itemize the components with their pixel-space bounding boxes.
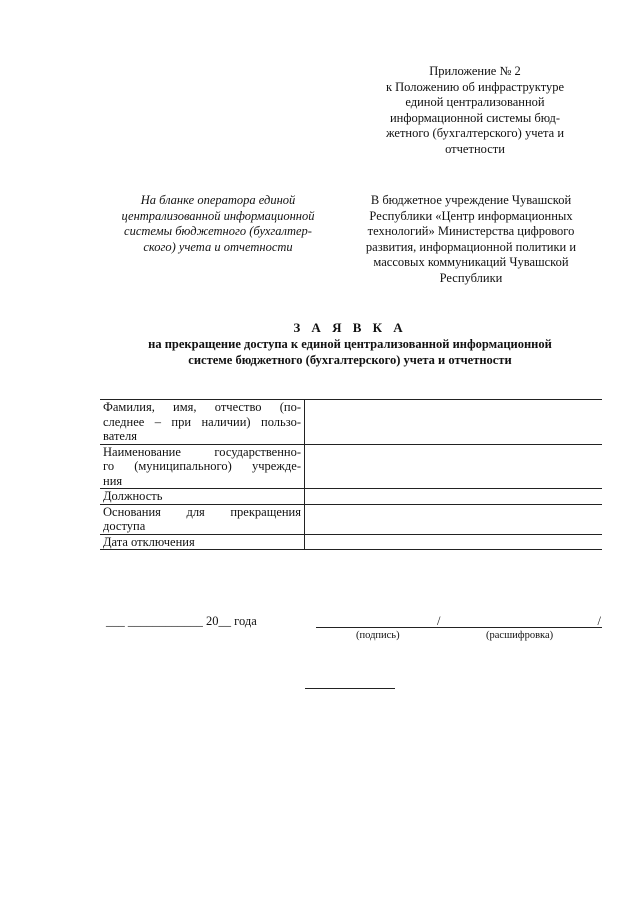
decoding-caption: (расшифровка): [486, 630, 554, 641]
field-value-position[interactable]: [305, 489, 603, 505]
appendix-line: информационной системы бюд-: [389, 110, 561, 125]
table-row: [100, 504, 602, 534]
recipient-line: Республики: [439, 270, 503, 285]
field-label-disconnect-date: Дата отключения: [100, 534, 305, 550]
document-heading: [100, 320, 600, 368]
signature-end-separator: /: [597, 614, 601, 628]
subtitle-line: системе бюджетного (бухгалтерского) учета и отчетности: [188, 353, 512, 367]
appendix-note: [355, 64, 595, 157]
table-row: [100, 444, 602, 489]
table-row: [100, 489, 602, 505]
field-value-institution[interactable]: [305, 444, 603, 489]
recipient-line: массовых коммуникаций Чувашской: [373, 255, 569, 269]
field-value-grounds[interactable]: [305, 504, 603, 534]
field-value-disconnect-date[interactable]: [305, 534, 603, 550]
appendix-line: к Положению об инфраструктуре: [385, 79, 565, 94]
end-divider: [305, 688, 395, 689]
field-label-institution: Наименование государственно- го (муниципального) учрежде- ния: [100, 444, 305, 489]
table-row: [100, 534, 602, 550]
appendix-line: единой централизованной: [405, 95, 545, 109]
document-subtitle: [100, 336, 600, 368]
recipient-line: технологий» Министерства цифрового: [367, 224, 575, 238]
appendix-line: отчетности: [445, 141, 505, 156]
signature-line[interactable]: [316, 614, 602, 630]
recipient-line: Республики «Центр информационных: [369, 208, 573, 223]
field-value-full-name[interactable]: [305, 400, 603, 445]
field-label-position: Должность: [100, 489, 305, 505]
signature-underline: [316, 627, 602, 628]
note-line: системы бюджетного (бухгалтер-: [124, 224, 312, 238]
subtitle-line: на прекращение доступа к единой централизованной информационной: [148, 337, 552, 351]
recipient-line: В бюджетное учреждение Чувашской: [370, 193, 572, 207]
request-form-table: [100, 399, 602, 550]
date-field[interactable]: ___ ____________ 20__ года: [106, 614, 257, 628]
letterhead-note: [104, 193, 332, 255]
field-label-full-name: Фамилия, имя, отчество (по- следнее – при наличии) пользо- вателя: [100, 400, 305, 445]
document-title: З А Я В К А: [293, 320, 407, 335]
field-label-grounds: Основания для прекращения доступа: [100, 504, 305, 534]
note-line: На бланке оператора единой: [140, 193, 296, 207]
recipient-block: [347, 193, 595, 286]
note-line: ского) учета и отчетности: [143, 239, 293, 254]
appendix-line: жетного (бухгалтерского) учета и: [385, 126, 565, 140]
appendix-line: Приложение № 2: [429, 64, 521, 78]
table-row: [100, 400, 602, 445]
recipient-line: развития, информационной политики и: [365, 239, 577, 254]
signature-caption: (подпись): [356, 630, 400, 641]
signature-separator: /: [437, 614, 441, 628]
note-line: централизованной информационной: [121, 208, 315, 223]
